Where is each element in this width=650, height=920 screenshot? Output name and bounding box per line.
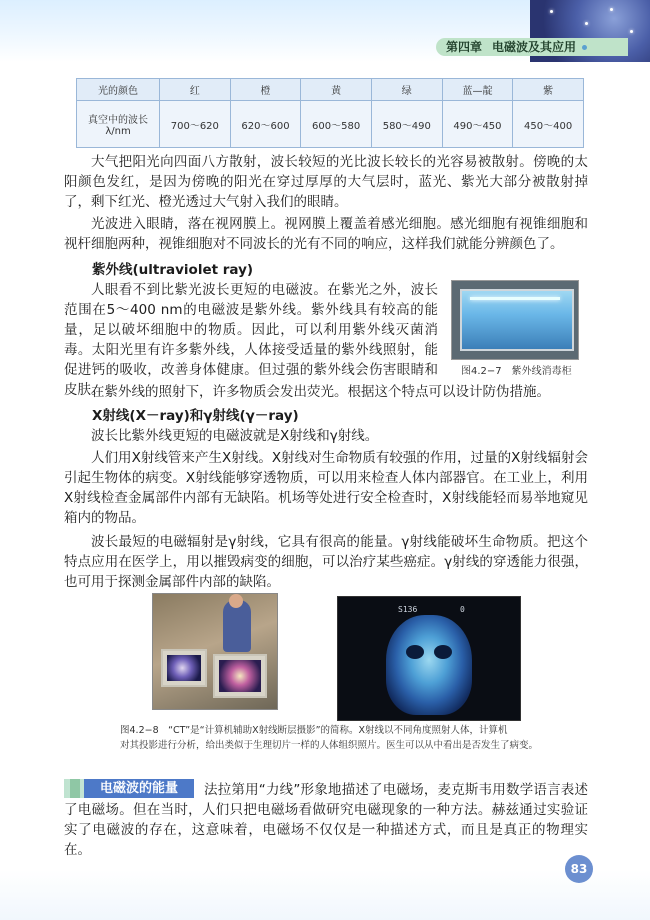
table-cell: 蓝—靛 [442,79,513,101]
row-label-line2: λ/nm [105,126,131,137]
chapter-dot-icon [582,45,587,50]
ct-figure-caption [120,723,550,753]
uv-cabinet-photo [451,280,579,360]
paragraph-gamma: 波长最短的电磁辐射是γ射线，它具有很高的能量。γ射线能破坏生命物质。把这个特点应用在医学上，用以摧毁病变的细胞，可以治疗某些癌症。γ射线的穿透能力很强，也可用于探测金属部件内部的缺陷。 [64,534,588,590]
paragraph-retina: 光波进入眼睛，落在视网膜上。视网膜上覆盖着感光细胞。感光细胞有视锥细胞和视杆细胞两种，视锥细胞对不同波长的光有不同的响应，这样我们就能分辨颜色了。 [64,216,588,252]
table-cell: 红 [160,79,231,101]
table-cell: 600～580 [301,101,372,148]
table-header-row [77,79,584,101]
ct-room-photo [152,593,278,710]
paragraph-fluorescence: 在紫外线的照射下，许多物质会发出荧光。根据这个特点可以设计防伪措施。 [91,384,550,400]
paragraph-xray: 人们用X射线管来产生X射线。X射线对生命物质有较强的作用，过量的X射线辐射会引起生物体的病变。X射线能够穿透物质，可以用来检查人体内部器官。在工业上，利用X射线检查金属部件内部有无缺陷。机场等处进行安全检查时，X射线能轻而易举地窥见箱内的物品。 [64,450,588,526]
page-number: 83 [565,855,593,883]
ct-caption-line: 图4.2−8 “CT”是“计算机辅助X射线断层摄影”的简称。X射线以不同角度照射人体，计算机 [120,725,508,736]
wavelength-table [76,78,584,148]
table-cell: 700～620 [160,101,231,148]
sidebar-tag-label: 电磁波的能量 [84,779,194,798]
bottom-decoration [0,870,650,920]
ct-caption-line: 对其投影进行分析，给出类似于生理切片一样的人体组织照片。医生可以从中看出是否发生了病变。 [120,740,539,751]
xray-heading: X射线(X－ray)和γ射线(γ－ray) [92,408,299,424]
table-cell: 490～450 [442,101,513,148]
table-cell: 橙 [230,79,301,101]
table-cell: 450～400 [513,101,584,148]
table-cell: 黄 [301,79,372,101]
chapter-title: 电磁波及其应用 [492,40,577,54]
table-cell: 光的颜色 [77,79,160,101]
chapter-label: 第四章 [446,40,483,54]
paragraph-field-energy: 法拉第用“力线”形象地描述了电磁场，麦克斯韦用数学语言表述了电磁场。但在当时，人们只把电磁场看做研究电磁现象的一种方法。赫兹通过实验证实了电磁波的存在，这意味着，电磁场不仅仅是一种描述方式，而且是真正的物理实在。 [64,782,588,858]
table-row [77,101,584,148]
table-cell [77,101,160,148]
table-cell: 绿 [371,79,442,101]
paragraph-scattering: 大气把阳光向四面八方散射，波长较短的光比波长较长的光容易被散射。傍晚的太阳颜色发红，是因为傍晚的阳光在穿过厚厚的大气层时，蓝光、紫光大部分被散射掉了，剩下红光、橙光透过大气射入我们的眼睛。 [64,154,588,210]
ct-scan-photo [337,596,521,721]
paragraph-xray-intro: 波长比紫外线更短的电磁波就是X射线和γ射线。 [91,428,379,444]
table-cell: 580～490 [371,101,442,148]
table-cell: 620～600 [230,101,301,148]
uv-heading: 紫外线(ultraviolet ray) [92,262,254,278]
ct-scan-label: 0 [460,605,465,614]
paragraph-uv: 人眼看不到比紫光波长更短的电磁波。在紫光之外，波长范围在5～400 nm的电磁波是紫外线。紫外线具有较高的能量，足以破坏细胞中的物质。因此，可以利用紫外线灭菌消毒。太阳光里有许多紫外线，人体接受适量的紫外线照射，能促进钙的吸收，改善身体健康。但过强的紫外线会伤害眼睛和皮肤。 [64,282,438,398]
table-cell: 紫 [513,79,584,101]
uv-figure-caption: 图4.2−7 紫外线消毒柜 [461,366,572,377]
ct-scan-label: S136 [398,605,418,614]
row-label-line1: 真空中的波长 [88,115,148,126]
chapter-tab [436,38,628,56]
